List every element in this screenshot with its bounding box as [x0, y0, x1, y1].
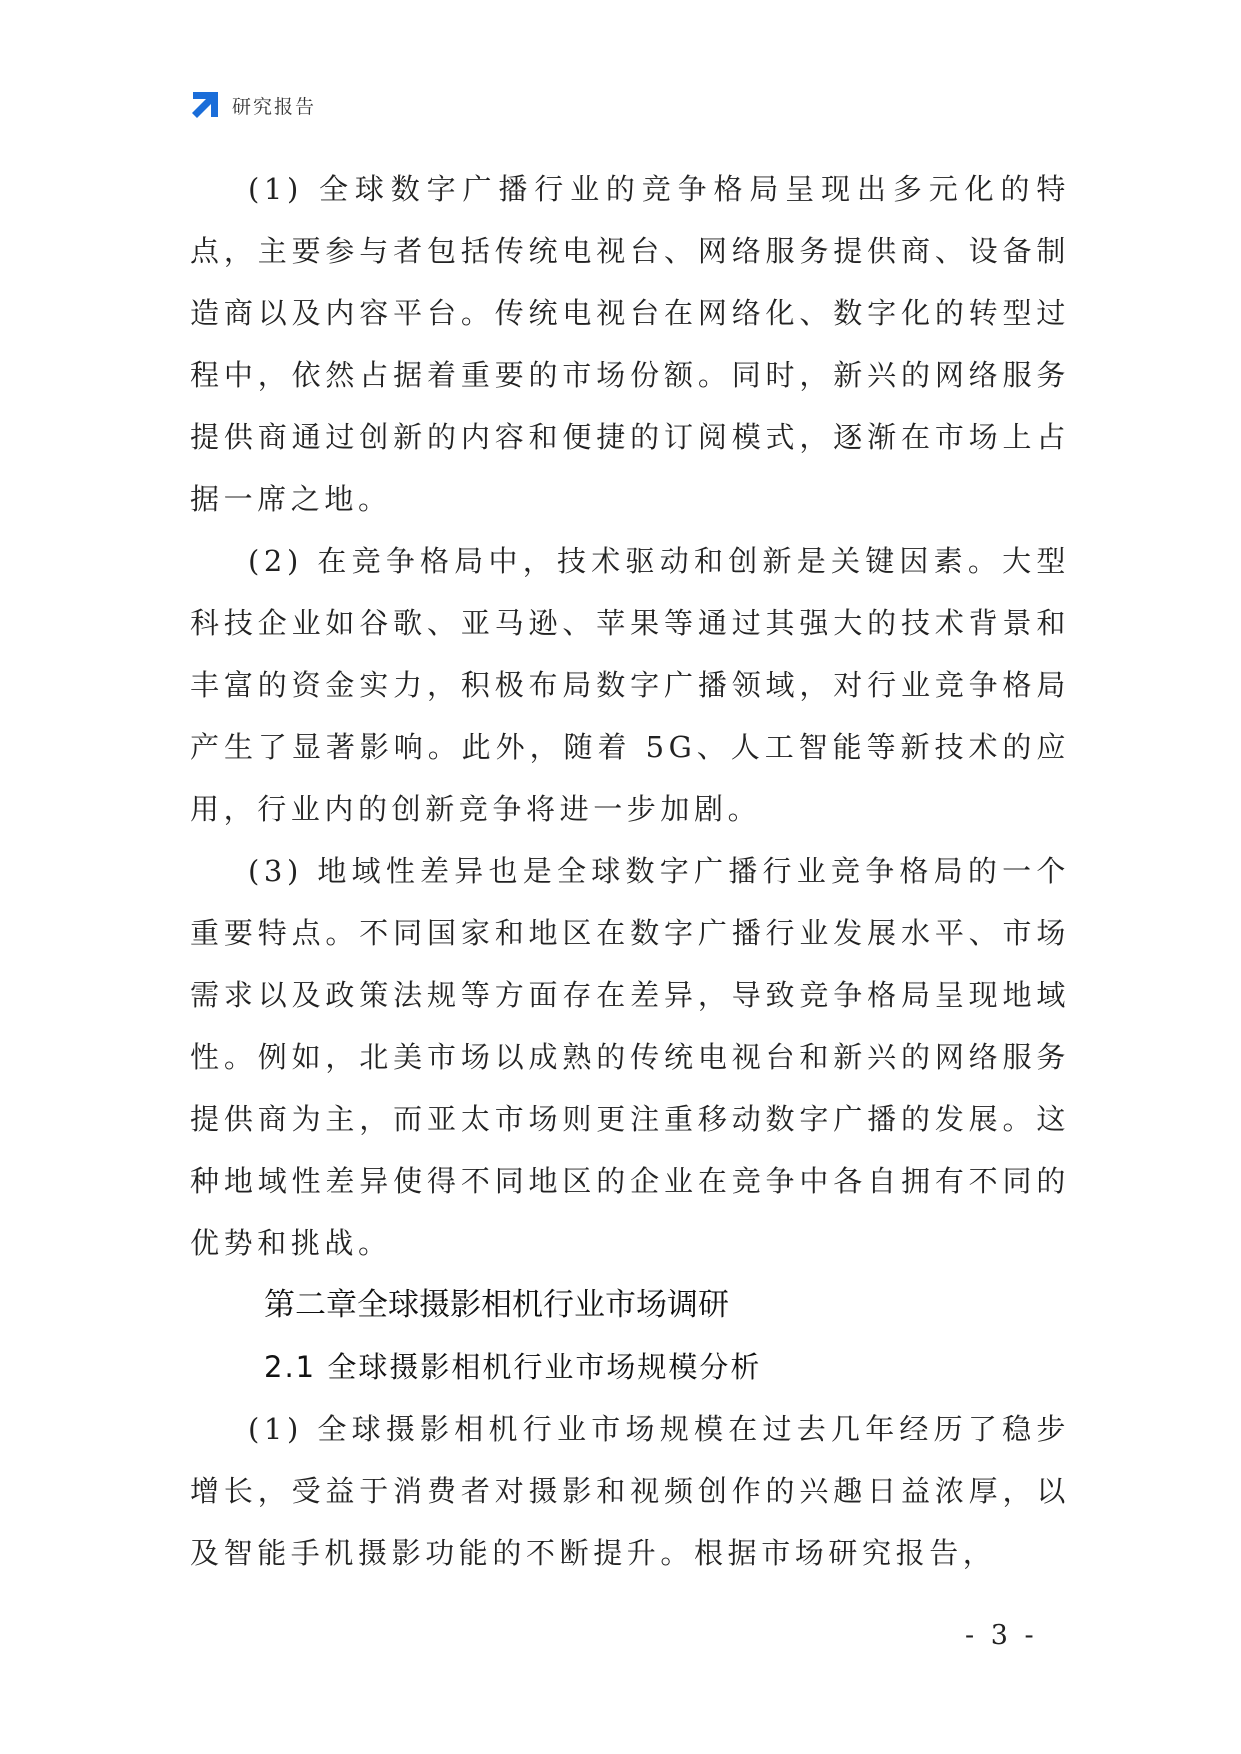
- chapter-title: 第二章全球摄影相机行业市场调研: [264, 1287, 729, 1323]
- report-header: [190, 88, 316, 122]
- paragraph-2: (2) 在竞争格局中，技术驱动和创新是关键因素。大型科技企业如谷歌、亚马逊、苹果等通过其强大的技术背景和丰富的资金实力，积极布局数字广播领域，对行业竞争格局产生了显著影响。此外，随着 5G、人工智能等新技术的应用，行业内的创新竞争将进一步加剧。: [190, 544, 1070, 826]
- section-title: 2.1 全球摄影相机行业市场规模分析: [264, 1350, 762, 1384]
- document-body: [190, 158, 1070, 1584]
- arrow-up-right-icon: [190, 90, 220, 120]
- section-paragraph-1: (1) 全球摄影相机行业市场规模在过去几年经历了稳步增长，受益于消费者对摄影和视频创作的兴趣日益浓厚，以及智能手机摄影功能的不断提升。根据市场研究报告，: [190, 1412, 1070, 1570]
- header-title: 研究报告: [232, 95, 317, 118]
- paragraph-1: (1) 全球数字广播行业的竞争格局呈现出多元化的特点，主要参与者包括传统电视台、网络服务提供商、设备制造商以及内容平台。传统电视台在网络化、数字化的转型过程中，依然占据着重要的市场份额。同时，新兴的网络服务提供商通过创新的内容和便捷的订阅模式，逐渐在市场上占据一席之地。: [190, 172, 1070, 516]
- page-number: - 3 -: [965, 1620, 1038, 1651]
- paragraph-3: (3) 地域性差异也是全球数字广播行业竞争格局的一个重要特点。不同国家和地区在数字广播行业发展水平、市场需求以及政策法规等方面存在差异，导致竞争格局呈现地域性。例如，北美市场以成熟的传统电视台和新兴的网络服务提供商为主，而亚太市场则更注重移动数字广播的发展。这种地域性差异使得不同地区的企业在竞争中各自拥有不同的优势和挑战。: [190, 854, 1070, 1260]
